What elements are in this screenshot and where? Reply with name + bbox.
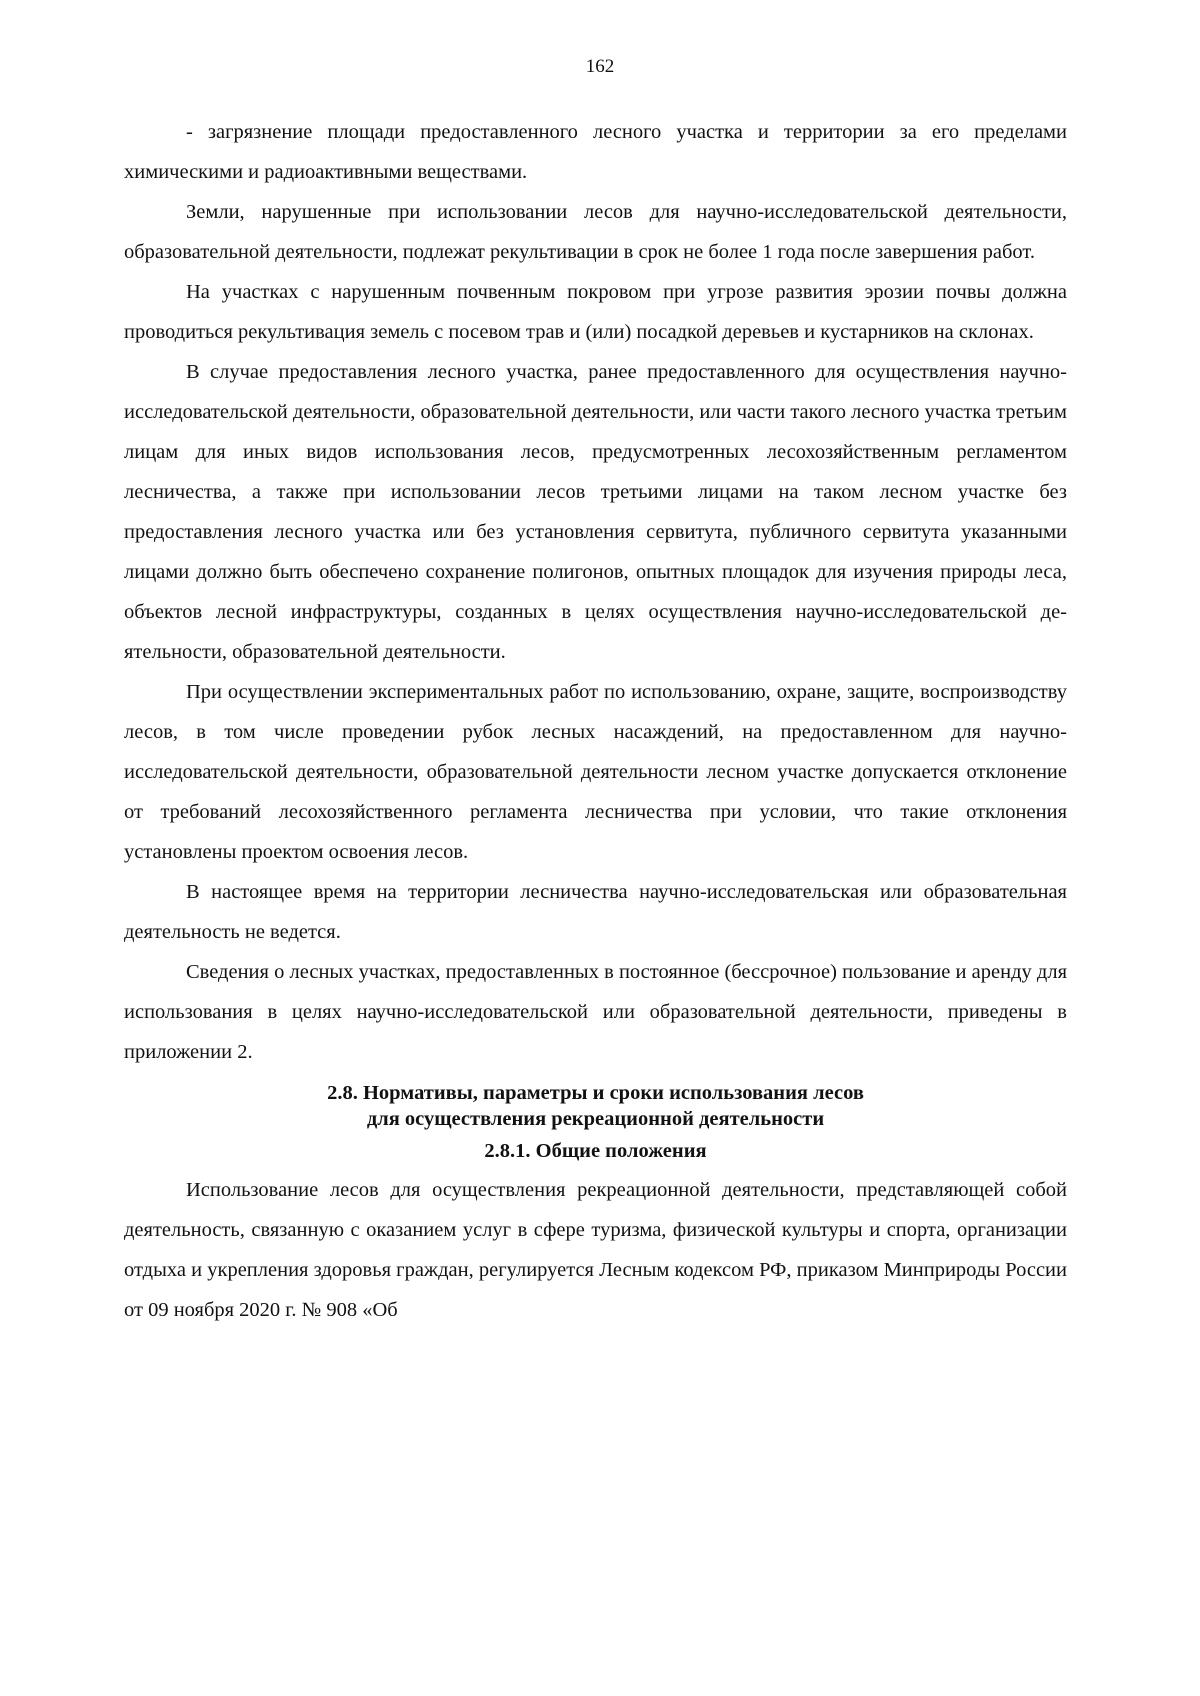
paragraph-recreational-use: Использование лесов для осуществления рекреационной деятельности, представляющей собой деятельность, связанную с оказанием услуг в сфере туризма, физической культуры и спорта, организации отдыха и укрепления здоровья граждан, регулируется Лесным кодексом РФ, приказом Минприроды России от 09 ноября 2020 г. № 908 «Об	[124, 1179, 1067, 1321]
paragraph-land-reclamation: Земли, нарушенные при использовании лесов для научно-исследовательской деятельности, образовательной деятельности, подлежат рекультивации в срок не более 1 года после завершения работ.	[124, 201, 1067, 263]
paragraph-third-parties: В случае предоставления лесного участка, ранее предоставленного для осуществления научно-исследовательской деятельности, образовательной деятельности, или части такого лесного участка третьим лицам для иных видов использования лесов, предусмотренных лесохозяйственным регламентом лесничества, а также при использовании лесов третьими лицами на таком лесном участке без предоставления лесного участка или без установления сервитута, публичного сервитута указанными лицами должно быть обеспечено сохранение полигонов, опытных площадок для изучения природы леса, объектов лесной инфраструктуры, созданных в целях осуществления научно-исследовательской деятельности, образовательной деятельности.	[124, 361, 1067, 663]
paragraph-appendix-reference: Сведения о лесных участках, предоставленных в постоянное (бессрочное) пользование и аренду для использования в целях научно-исследовательской или образовательной деятельности, приведены в приложении 2.	[124, 961, 1067, 1063]
subsection-heading: 2.8.1. Общие положения	[484, 1140, 707, 1162]
paragraph-erosion: На участках с нарушенным почвенным покровом при угрозе развития эрозии почвы должна проводиться рекультивация земель с посевом трав и (или) посадкой деревьев и кустарников на склонах.	[124, 281, 1067, 343]
paragraph-experimental-works: При осуществлении экспериментальных работ по использованию, охране, защите, воспроизводству лесов, в том числе проведении рубок лесных насаждений, на предоставленном для научно-исследовательской деятельности, образовательной деятельности лесном участке допускается отклонение от требований лесохозяйственного регламента лесничества при условии, что такие отклонения установлены проектом освоения лесов.	[124, 681, 1067, 863]
document-body	[124, 112, 1067, 1330]
section-heading: 2.8. Нормативы, параметры и сроки использования лесов для осуществления рекреационной деятельности	[327, 1082, 864, 1130]
paragraph-current-status: В настоящее время на территории лесничества научно-исследовательская или образовательная деятельность не ведется.	[124, 881, 1067, 943]
paragraph-pollution: - загрязнение площади предоставленного лесного участка и территории за его пределами химическими и радиоактивными веществами.	[124, 121, 1067, 183]
page-number: 162	[585, 56, 615, 77]
